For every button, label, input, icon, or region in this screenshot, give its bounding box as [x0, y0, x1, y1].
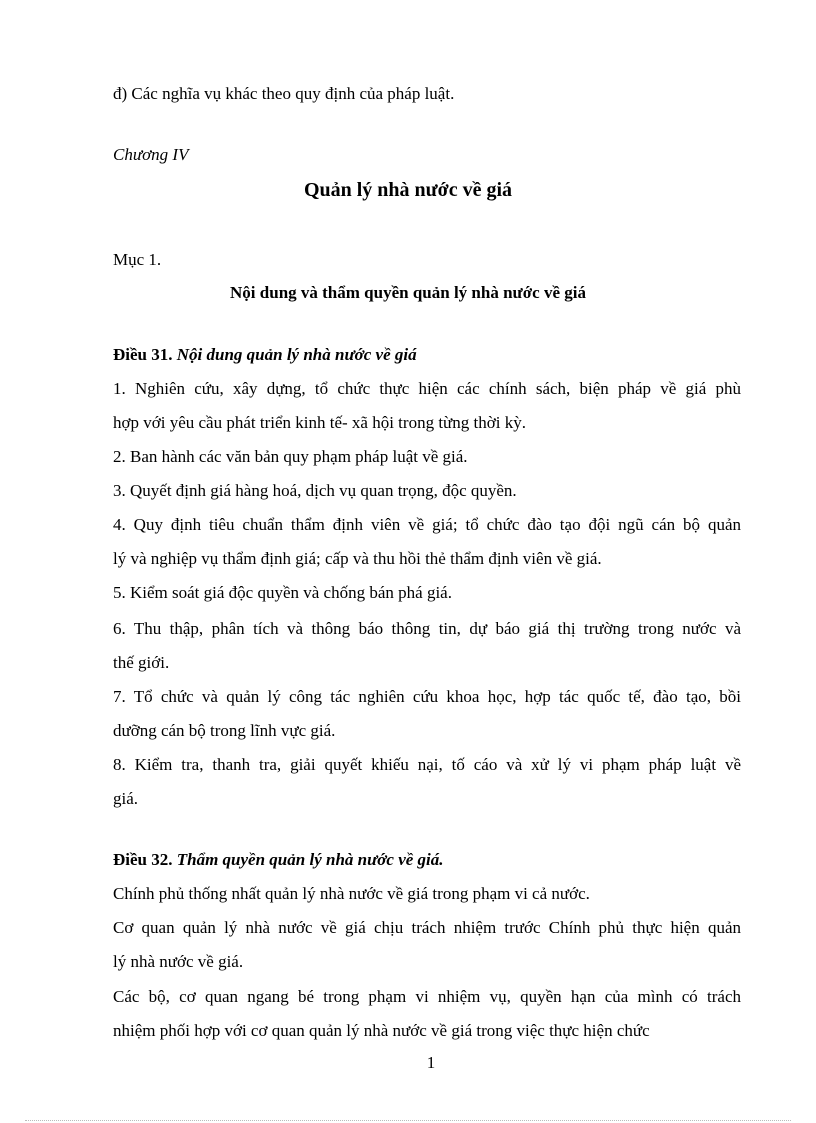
chapter-label: Chương IV [113, 145, 189, 164]
text-line: đ) Các nghĩa vụ khác theo quy định của pháp luật. [113, 84, 455, 103]
text-line: Cơ quan quản lý nhà nước về giá chịu trách nhiệm trước Chính phủ thực hiện quản [113, 918, 741, 937]
page-bottom-border [25, 1120, 791, 1121]
text-line: 6. Thu thập, phân tích và thông báo thông tin, dự báo giá thị trường trong nước và [113, 619, 741, 638]
article-31-title: Nội dung quản lý nhà nước về giá [176, 345, 417, 364]
article-31-heading [113, 345, 741, 365]
text-line: giá. [113, 789, 139, 808]
text-line: thế giới. [113, 653, 170, 672]
text-line: 8. Kiểm tra, thanh tra, giải quyết khiếu nại, tố cáo và xử lý vi phạm pháp luật về [113, 755, 741, 774]
text-line: 4. Quy định tiêu chuẩn thẩm định viên về giá; tổ chức đào tạo đội ngũ cán bộ quản [113, 515, 741, 534]
text-line: 5. Kiểm soát giá độc quyền và chống bán phá giá. [113, 583, 452, 602]
text-line: 3. Quyết định giá hàng hoá, dịch vụ quan trọng, độc quyền. [113, 481, 517, 500]
text-line: Các bộ, cơ quan ngang bé trong phạm vi nhiệm vụ, quyền hạn của mình có trách [113, 987, 741, 1006]
text-line: 7. Tổ chức và quản lý công tác nghiên cứu khoa học, hợp tác quốc tế, đào tạo, bồi [113, 687, 741, 706]
text-line: nhiệm phối hợp với cơ quan quản lý nhà nước về giá trong việc thực hiện chức [113, 1021, 650, 1040]
text-line: Chính phủ thống nhất quản lý nhà nước về giá trong phạm vi cả nước. [113, 884, 590, 903]
text-line: lý và nghiệp vụ thẩm định giá; cấp và thu hồi thẻ thẩm định viên về giá. [113, 549, 602, 568]
section-label: Mục 1. [113, 250, 162, 269]
text-line: lý nhà nước về giá. [113, 952, 244, 971]
article-32-title: Thẩm quyền quản lý nhà nước về giá. [176, 850, 444, 869]
text-line: 2. Ban hành các văn bản quy phạm pháp luật về giá. [113, 447, 468, 466]
article-32-heading [113, 850, 741, 870]
page-number: 1 [426, 1053, 436, 1072]
text-line: dưỡng cán bộ trong lĩnh vực giá. [113, 721, 336, 740]
chapter-title: Quản lý nhà nước về giá [303, 179, 513, 201]
text-line: 1. Nghiên cứu, xây dựng, tổ chức thực hiện các chính sách, biện pháp về giá phù [113, 379, 741, 398]
section-title: Nội dung và thẩm quyền quản lý nhà nước về giá [230, 283, 586, 302]
text-line: hợp với yêu cầu phát triển kinh tế- xã hội trong từng thời kỳ. [113, 413, 526, 432]
article-31-number: Điều 31. [113, 345, 173, 364]
article-32-number: Điều 32. [113, 850, 173, 869]
